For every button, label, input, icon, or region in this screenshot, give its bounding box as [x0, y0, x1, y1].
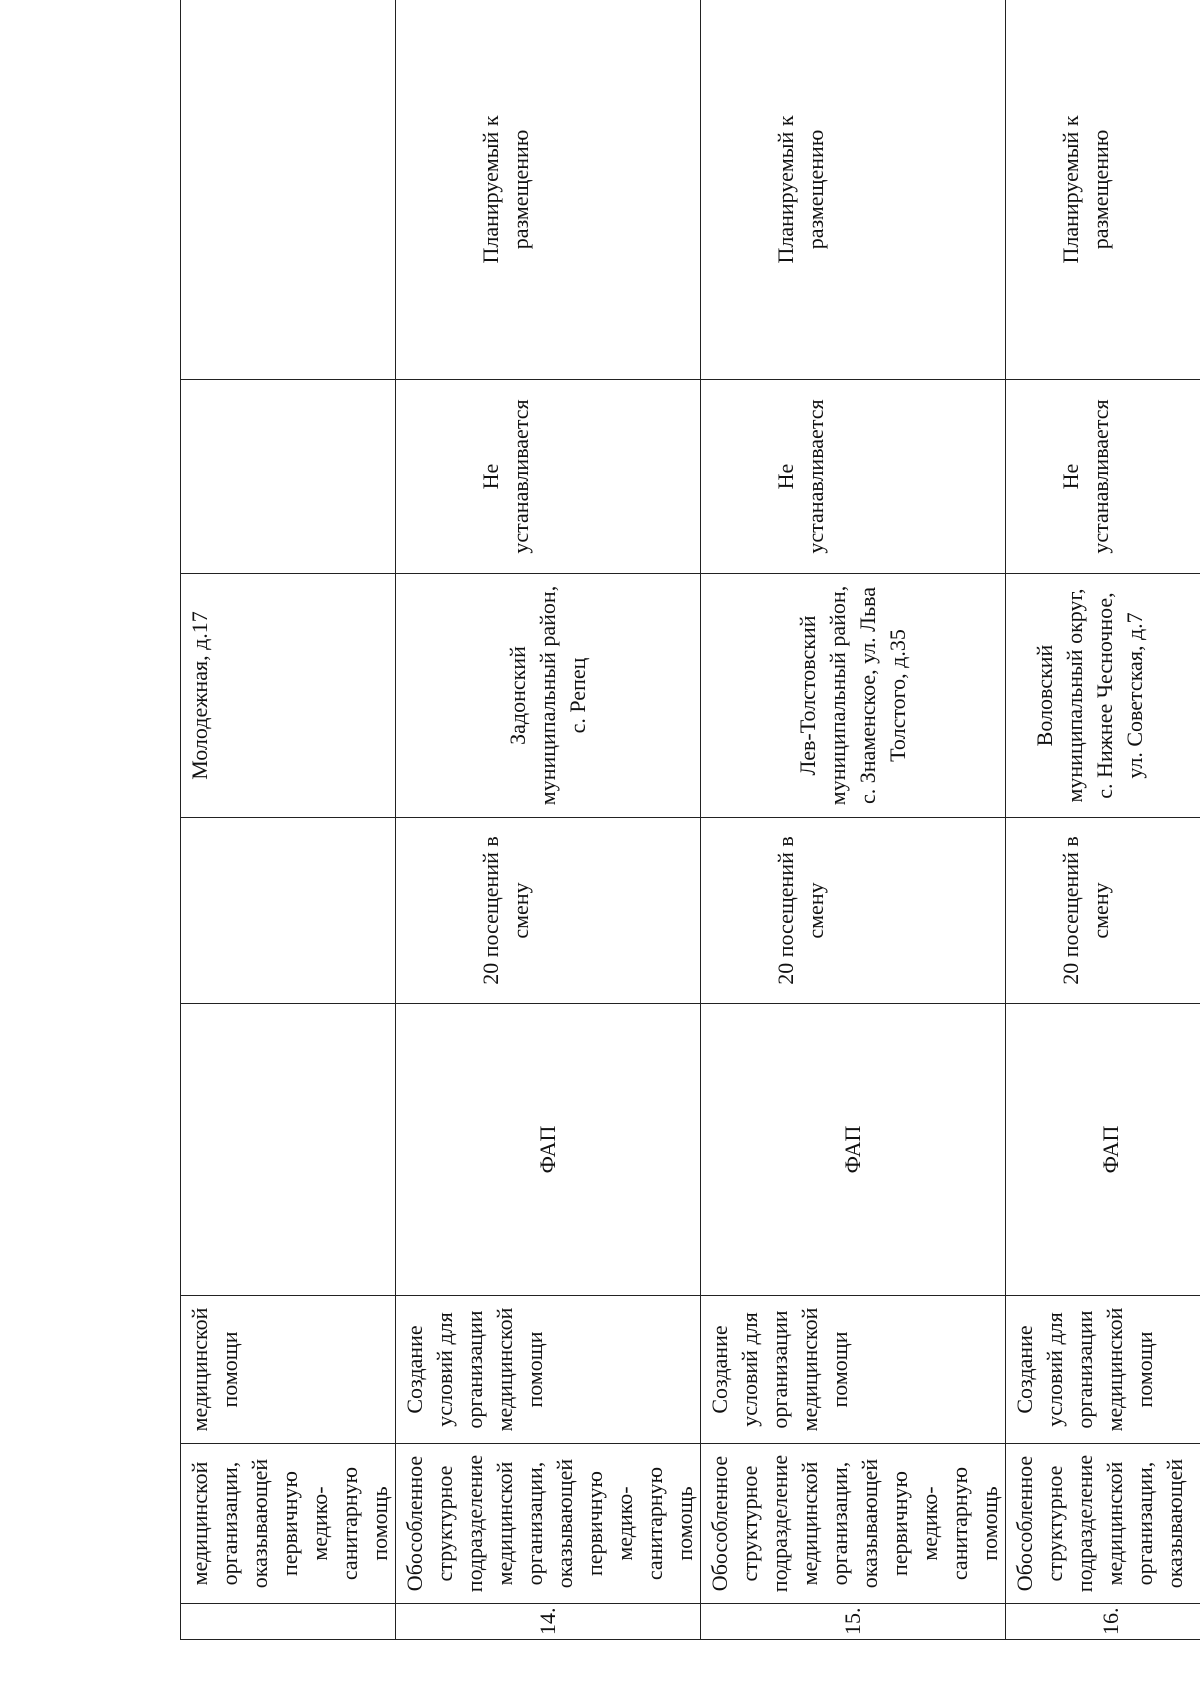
- object-capacity: 20 посещений в смену: [701, 818, 1006, 1004]
- object-status: Планируемый к размещению: [701, 0, 1006, 380]
- object-purpose: Создание условий для организации медицинской помощи: [1006, 1296, 1200, 1444]
- object-name: Обособленное структурное подразделение медицинской организации, оказывающей первичную медико- санитарную помощь: [701, 1444, 1006, 1604]
- table-row: [181, 0, 396, 1640]
- object-name: Обособленное структурное подразделение медицинской организации, оказывающей первичную медико- санитарную помощь: [396, 1444, 701, 1604]
- object-zone: Не устанавливается: [396, 380, 701, 574]
- row-number: [181, 1604, 396, 1640]
- object-status: [181, 0, 396, 380]
- object-zone: Не устанавливается: [1006, 380, 1200, 574]
- object-zone: [181, 380, 396, 574]
- row-number: 15.: [701, 1604, 1006, 1640]
- object-purpose: Создание условий для организации медицинской помощи: [396, 1296, 701, 1444]
- table-row: [701, 0, 1006, 1640]
- object-capacity: [181, 818, 396, 1004]
- table-row: [396, 0, 701, 1640]
- rotated-page: [180, 0, 1187, 1640]
- facilities-table: [180, 0, 1200, 1640]
- object-status: Планируемый к размещению: [1006, 0, 1200, 380]
- object-name: Обособленное структурное подразделение медицинской организации, оказывающей: [1006, 1444, 1200, 1604]
- row-number: 14.: [396, 1604, 701, 1640]
- object-location: Задонский муниципальный район, с. Репец: [396, 574, 701, 818]
- object-type: [181, 1004, 396, 1296]
- object-status: Планируемый к размещению: [396, 0, 701, 380]
- object-type: ФАП: [701, 1004, 1006, 1296]
- object-location: Молодежная, д.17: [181, 574, 396, 818]
- object-type: ФАП: [1006, 1004, 1200, 1296]
- object-name: медицинской организации, оказывающей первичную медико- санитарную помощь: [181, 1444, 396, 1604]
- row-number: 16.: [1006, 1604, 1200, 1640]
- table-row: [1006, 0, 1200, 1640]
- object-location: Лев-Толстовский муниципальный район, с. Знаменское, ул. Льва Толстого, д.35: [701, 574, 1006, 818]
- object-purpose: медицинской помощи: [181, 1296, 396, 1444]
- object-capacity: 20 посещений в смену: [396, 818, 701, 1004]
- object-type: ФАП: [396, 1004, 701, 1296]
- object-capacity: 20 посещений в смену: [1006, 818, 1200, 1004]
- object-purpose: Создание условий для организации медицинской помощи: [701, 1296, 1006, 1444]
- object-zone: Не устанавливается: [701, 380, 1006, 574]
- object-location: Воловский муниципальный округ, с. Нижнее Чесночное, ул. Советская, д.7: [1006, 574, 1200, 818]
